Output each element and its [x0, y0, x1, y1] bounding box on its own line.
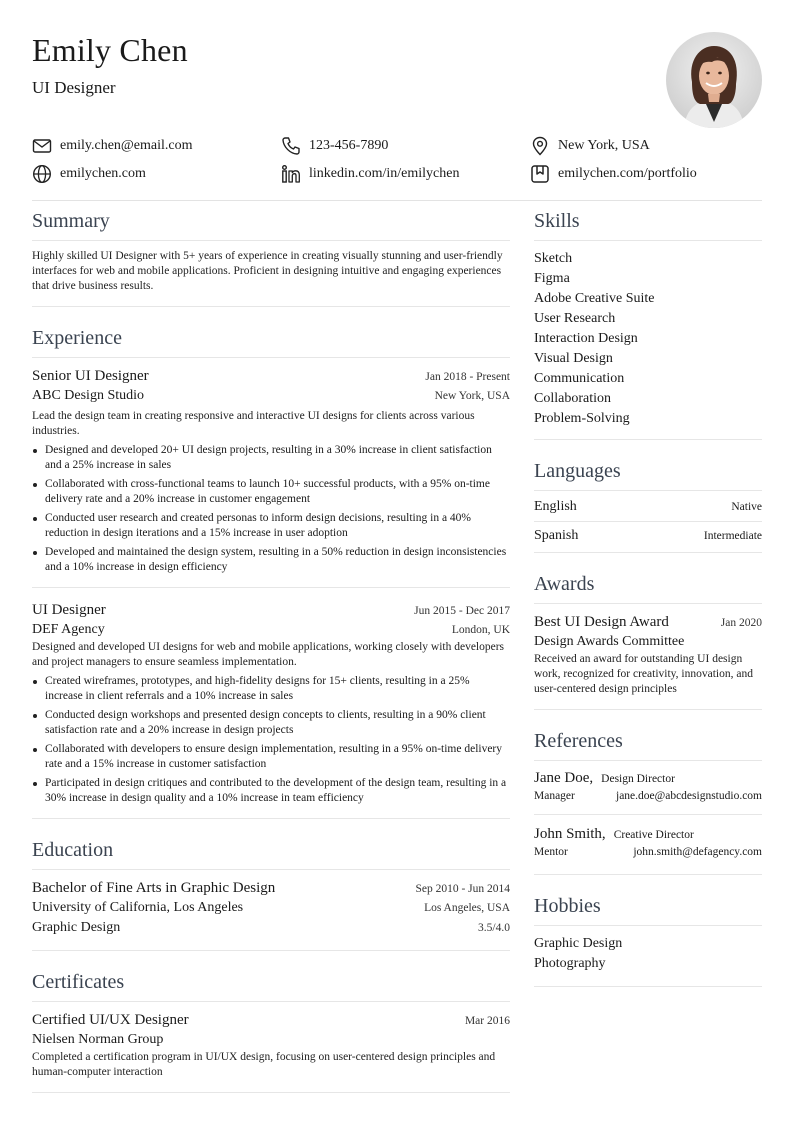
- location-pin-icon: [530, 136, 550, 156]
- contact-text: emily.chen@email.com: [60, 138, 193, 153]
- job-role: UI Designer: [32, 602, 106, 618]
- skill-item: Problem-Solving: [534, 411, 630, 426]
- contact-portfolio[interactable]: [530, 164, 697, 184]
- hobby-item: Photography: [534, 956, 606, 971]
- award-name: Best UI Design Award: [534, 614, 669, 630]
- education-location: Los Angeles, USA: [424, 902, 510, 914]
- job-bullets: [32, 674, 510, 806]
- language-level: Native: [731, 501, 762, 513]
- job-dates: Jun 2015 - Dec 2017: [414, 605, 510, 617]
- list-item: Created wireframes, prototypes, and high-fidelity designs for 15+ clients, resulting in a 25% increase in client referrals and a 10% increase in sales: [32, 674, 510, 704]
- contact-text: emilychen.com: [60, 166, 146, 181]
- section-title: Summary: [32, 209, 510, 241]
- contact-location: [530, 136, 650, 156]
- candidate-name: Emily Chen: [32, 32, 188, 68]
- award-issuer: Design Awards Committee: [534, 634, 685, 649]
- degree: Bachelor of Fine Arts in Graphic Design: [32, 880, 276, 896]
- skills-section: [534, 206, 762, 440]
- contact-email[interactable]: [32, 136, 193, 156]
- list-item: Conducted design workshops and presented design concepts to clients, resulting in a 90% client satisfaction rate and a 20% increase in design projects: [32, 708, 510, 738]
- education-dates: Sep 2010 - Jun 2014: [415, 883, 510, 895]
- award-description: Received an award for outstanding UI design work, recognized for creativity, innovation, and user-centered design principles: [534, 653, 753, 695]
- section-title: Awards: [534, 572, 762, 604]
- list-item: Conducted user research and created personas to inform design decisions, resulting in a 40% reduction in design iterations and a 15% increase in user adoption: [32, 511, 510, 541]
- school: University of California, Los Angeles: [32, 900, 244, 915]
- references-section: [534, 726, 762, 875]
- candidate-title: UI Designer: [32, 78, 116, 97]
- skill-item: User Research: [534, 311, 616, 326]
- summary-text: Highly skilled UI Designer with 5+ years of experience in creating visually stunning and user-friendly interfaces for web and mobile applications. Proficient in designing intuitive and engaging experiences that drive business results.: [32, 250, 503, 292]
- section-title: Skills: [534, 209, 762, 241]
- skill-item: Sketch: [534, 251, 573, 266]
- list-item: Developed and maintained the design system, resulting in a 50% reduction in design inconsistencies and a 10% increase in design efficiency: [32, 545, 510, 575]
- language-row: [534, 521, 762, 550]
- reference-position: Design Director: [601, 773, 675, 785]
- main-column: [32, 206, 510, 1093]
- certificate-description: Completed a certification program in UI/UX design, focusing on user-centered design principles and human-computer interaction: [32, 1051, 496, 1078]
- certificate-name: Certified UI/UX Designer: [32, 1012, 189, 1028]
- skill-item: Interaction Design: [534, 331, 638, 346]
- globe-icon: [32, 164, 52, 184]
- job-description: Designed and developed UI designs for web and mobile applications, working closely with developers and project managers to ensure seamless implementation.: [32, 641, 505, 668]
- award-date: Jan 2020: [720, 617, 762, 629]
- reference-relation: Manager: [534, 790, 575, 802]
- experience-section: [32, 323, 510, 819]
- reference-name: Jane Doe,: [534, 770, 594, 786]
- job-bullets: [32, 443, 510, 575]
- linkedin-icon: [281, 164, 301, 184]
- certificate-issuer: Nielsen Norman Group: [32, 1032, 164, 1047]
- language-level: Intermediate: [703, 530, 762, 542]
- skill-item: Adobe Creative Suite: [534, 291, 655, 306]
- section-title: References: [534, 729, 762, 761]
- job-location: London, UK: [451, 624, 510, 636]
- side-column: [534, 206, 762, 987]
- certificate-date: Mar 2016: [464, 1015, 510, 1027]
- reference-entry: [534, 825, 762, 870]
- resume-page: [32, 0, 762, 1123]
- job-company: DEF Agency: [32, 622, 105, 637]
- reference-relation: Mentor: [534, 846, 568, 858]
- section-title: Hobbies: [534, 894, 762, 926]
- section-title: Experience: [32, 326, 510, 358]
- contact-text: emilychen.com/portfolio: [558, 166, 697, 181]
- contact-linkedin[interactable]: [281, 164, 459, 184]
- reference-email[interactable]: jane.doe@abcdesignstudio.com: [616, 790, 762, 802]
- gpa: 3.5/4.0: [478, 922, 510, 934]
- section-title: Certificates: [32, 970, 510, 1002]
- major: Graphic Design: [32, 920, 121, 935]
- list-item: Collaborated with developers to ensure design implementation, resulting in a 95% on-time delivery rate and a 15% increase in customer satisfaction: [32, 742, 510, 772]
- list-item: Participated in design critiques and contributed to the development of the design team, resulting in a 30% increase in design quality and a 10% increase in team efficiency: [32, 776, 510, 806]
- language-name: Spanish: [534, 528, 579, 543]
- contact-phone[interactable]: [281, 136, 388, 156]
- contact-text: New York, USA: [558, 138, 650, 153]
- job-description: Lead the design team in creating responsive and interactive UI designs for clients across various industries.: [32, 410, 475, 437]
- list-item: Collaborated with cross-functional teams to launch 10+ successful products, with a 95% on-time delivery rate and a 20% increase in customer engagement: [32, 477, 510, 507]
- list-item: Designed and developed 20+ UI design projects, resulting in a 30% increase in client satisfaction and a 25% increase in sales: [32, 443, 510, 473]
- hobbies-section: [534, 891, 762, 987]
- phone-icon: [281, 136, 301, 156]
- job-company: ABC Design Studio: [32, 388, 145, 403]
- job-location: New York, USA: [434, 390, 510, 402]
- language-name: English: [534, 499, 577, 514]
- section-title: Languages: [534, 459, 762, 491]
- reference-position: Creative Director: [613, 829, 694, 841]
- reference-name: John Smith,: [534, 826, 606, 842]
- language-row: [534, 499, 762, 521]
- reference-email[interactable]: john.smith@defagency.com: [633, 846, 762, 858]
- skill-item: Figma: [534, 271, 570, 286]
- job-entry: [32, 588, 510, 818]
- job-role: Senior UI Designer: [32, 368, 149, 384]
- certificates-section: [32, 967, 510, 1093]
- contact-website[interactable]: [32, 164, 146, 184]
- header-divider: [32, 200, 762, 201]
- languages-section: [534, 456, 762, 553]
- contact-text: linkedin.com/in/emilychen: [309, 166, 460, 181]
- mail-icon: [32, 136, 52, 156]
- reference-entry: [534, 769, 762, 815]
- skill-item: Communication: [534, 371, 625, 386]
- job-dates: Jan 2018 - Present: [425, 371, 510, 383]
- portfolio-icon: [530, 164, 550, 184]
- contact-text: 123-456-7890: [309, 138, 389, 153]
- job-entry: [32, 366, 510, 588]
- summary-section: [32, 206, 510, 307]
- profile-photo: [666, 32, 762, 128]
- hobby-item: Graphic Design: [534, 936, 623, 951]
- awards-section: [534, 569, 762, 710]
- skill-item: Visual Design: [534, 351, 613, 366]
- section-title: Education: [32, 838, 510, 870]
- education-section: [32, 835, 510, 951]
- skill-item: Collaboration: [534, 391, 611, 406]
